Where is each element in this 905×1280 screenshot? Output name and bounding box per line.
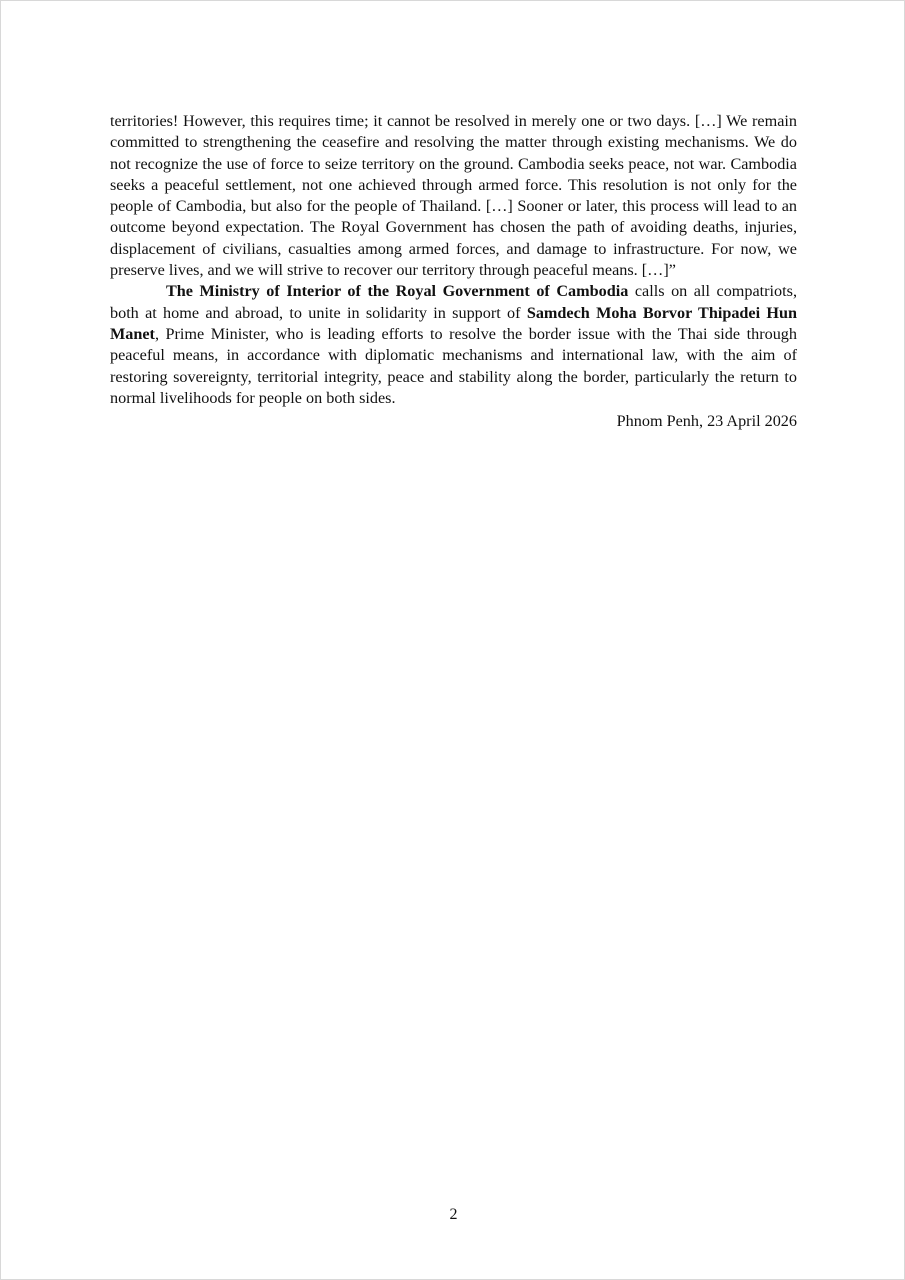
call-text-part-1: calls on all compatriots, both at home and abroad, to unite in solidarity in support of — [110, 282, 797, 322]
call-to-unity-paragraph — [110, 281, 797, 409]
document-body — [110, 111, 797, 432]
page-number: 2 — [449, 1206, 458, 1223]
quote-continuation-paragraph: territories! However, this requires time; it cannot be resolved in merely one or two days. […] We remain committed to strengthening the ceasefire and resolving the matter through existing mechanisms. We do not recognize the use of force to seize territory on the ground. Cambodia seeks peace, not war. Cambodia seeks a peaceful settlement, not one achieved through armed force. This resolution is not only for the people of Cambodia, but also for the people of Thailand. […] Sooner or later, this process will lead to an outcome beyond expectation. The Royal Government has chosen the path of avoiding deaths, injuries, displacement of civilians, casualties among armed forces, and damage to infrastructure. For now, we preserve lives, and we will strive to recover our territory through peaceful means. […]” — [110, 112, 797, 280]
call-text-part-2: , Prime Minister, who is leading efforts to resolve the border issue with the Thai side through peaceful means, in accordance with diplomatic mechanisms and international law, with the aim of restoring sovereignty, territorial integrity, peace and stability along the border, particularly the return to normal livelihoods for people on both sides. — [110, 324, 797, 407]
ministry-name: The Ministry of Interior of the Royal Government of Cambodia — [166, 282, 629, 301]
prime-minister-name: Samdech Moha Borvor Thipadei Hun Manet — [110, 303, 797, 343]
place-and-date: Phnom Penh, 23 April 2026 — [616, 412, 797, 431]
